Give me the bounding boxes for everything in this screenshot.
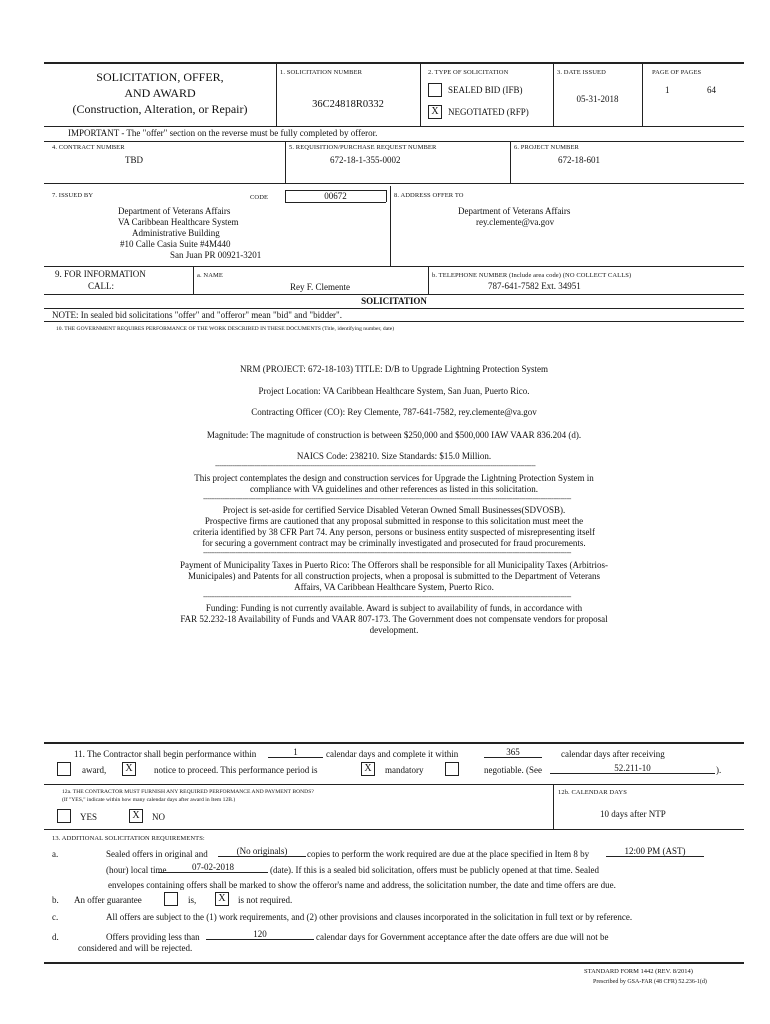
important-note: IMPORTANT - The "offer" section on the reverse must be fully completed by offeror.	[68, 128, 378, 138]
address-offer-email[interactable]: rey.clemente@va.gov	[476, 217, 555, 227]
address-offer-label: 8. ADDRESS OFFER TO	[394, 192, 464, 199]
taxes-line1: Payment of Municipality Taxes in Puerto Rico: The Offerors shall be responsible for all Municipality Taxes (Arbitrios-	[180, 560, 608, 570]
negotiable-label: negotiable. (See	[484, 765, 542, 775]
contract-number[interactable]: TBD	[125, 155, 143, 165]
due-time[interactable]: 12:00 PM (AST)	[606, 846, 704, 857]
project-number-label: 6. PROJECT NUMBER	[514, 144, 579, 151]
bonds-yes-label: YES	[80, 812, 98, 822]
date-issued[interactable]: 05-31-2018	[576, 94, 619, 104]
guarantee-not-checkbox[interactable]: X	[215, 892, 229, 906]
mandatory-checkbox[interactable]: X	[361, 762, 375, 776]
bonds-no-checkbox[interactable]: X	[129, 809, 143, 823]
page-of-pages-label: PAGE OF PAGES	[652, 69, 702, 76]
item-d-text3: considered and will be rejected.	[78, 943, 193, 953]
bonds-no-label: NO	[152, 812, 165, 822]
solicitation-heading: SOLICITATION	[361, 296, 427, 306]
form-title-line3: (Construction, Alteration, or Repair)	[72, 102, 248, 116]
issuer-line1: Department of Veterans Affairs	[118, 206, 231, 216]
solicitation-number[interactable]: 36C24818R0332	[312, 99, 384, 110]
item-a-text1: Sealed offers in original and	[106, 849, 208, 859]
project-title: NRM (PROJECT: 672-18-103) TITLE: D/B to Upgrade Lightning Protection System	[239, 364, 549, 374]
naics-code: NAICS Code: 238210. Size Standards: $15.0 Million.	[296, 451, 492, 461]
award-checkbox[interactable]	[57, 762, 71, 776]
item-d-letter: d.	[52, 932, 59, 942]
notice-to-proceed-text: notice to proceed. This performance period is	[154, 765, 318, 775]
item-b-text1: An offer guarantee	[74, 895, 142, 905]
item-a-letter: a.	[52, 849, 59, 859]
additional-requirements-label: 13. ADDITIONAL SOLICITATION REQUIREMENTS:	[52, 835, 205, 842]
separator: --------------------------------------------------------------------------------------------------------------------------------------------------------------------------	[203, 494, 571, 503]
funding-line1: Funding: Funding is not currently available. Award is subject to availability of funds, in accordance with	[205, 603, 583, 613]
issuer-code[interactable]: 00672	[324, 191, 347, 201]
item-d-text2: calendar days for Government acceptance after the date offers are due will not be	[316, 932, 609, 942]
project-location: Project Location: VA Caribbean Healthcare System, San Juan, Puerto Rico.	[258, 386, 530, 396]
sealed-bid-label: SEALED BID (IFB)	[448, 85, 523, 95]
performance-start-text: 11. The Contractor shall begin performance within	[74, 749, 257, 759]
address-offer-line1: Department of Veterans Affairs	[458, 206, 571, 216]
solicitation-type-label: 2. TYPE OF SOLICITATION	[428, 69, 509, 76]
separator: --------------------------------------------------------------------------------------------------------------------------------------------------------------------------	[203, 548, 571, 557]
item-c-letter: c.	[52, 912, 59, 922]
requisition-number-label: 5. REQUISITION/PURCHASE REQUEST NUMBER	[289, 144, 437, 151]
total-pages: 64	[707, 85, 716, 95]
acceptance-days[interactable]: 120	[206, 929, 314, 940]
bonds-label: 12a. THE CONTRACTOR MUST FURNISH ANY REQUIRED PERFORMANCE AND PAYMENT BONDS?	[62, 789, 314, 795]
item-b-letter: b.	[52, 895, 59, 905]
scope-line2: compliance with VA guidelines and other references as listed in this solicitation.	[249, 484, 539, 494]
requisition-number[interactable]: 672-18-1-355-0002	[330, 155, 401, 165]
issuer-line2: VA Caribbean Healthcare System	[118, 217, 239, 227]
item-b-is: is,	[188, 895, 197, 905]
form-title-line1: SOLICITATION, OFFER,	[96, 70, 224, 84]
notice-to-proceed-checkbox[interactable]: X	[122, 762, 136, 776]
mandatory-label: mandatory	[385, 765, 424, 775]
clause-reference[interactable]: 52.211-10	[550, 763, 715, 774]
contact-name-label: a. NAME	[197, 272, 223, 279]
item-c-text: All offers are subject to the (1) work requirements, and (2) other provisions and clauses incorporated in the solicitation in full text or by reference.	[106, 912, 633, 922]
start-days[interactable]: 1	[268, 747, 323, 758]
due-date[interactable]: 07-02-2018	[158, 862, 268, 873]
complete-within-text: calendar days and complete it within	[326, 749, 459, 759]
item-a-text4: (date). If this is a sealed bid solicitation, offers must be publicly opened at that time. Sealed	[270, 865, 599, 875]
item-d-text1: Offers providing less than	[106, 932, 200, 942]
separator: --------------------------------------------------------------------------------------------------------------------------------------------------------------------------	[203, 592, 571, 601]
set-aside-line4: for securing a government contract may be criminally investigated and prosecuted for fraud procurements.	[202, 538, 586, 548]
item-a-text2: copies to perform the work required are due at the place specified in Item 8 by	[307, 849, 590, 859]
code-label: CODE	[250, 194, 269, 201]
item-a-text5: envelopes containing offers shall be marked to show the offeror's name and address, the solicitation number, the date and time offers are due.	[108, 880, 616, 890]
bonds-yes-checkbox[interactable]	[57, 809, 71, 823]
set-aside-line3: criteria identified by 38 CFR Part 74. Any person, persons or business entity suspected of misrepresenting itself	[193, 527, 595, 537]
taxes-line3: Affairs, VA Caribbean Healthcare System, Puerto Rico.	[294, 582, 494, 592]
negotiable-checkbox[interactable]	[445, 762, 459, 776]
negotiated-checkbox[interactable]: X	[428, 105, 442, 119]
complete-days[interactable]: 365	[484, 747, 542, 758]
item-a-text3: (hour) local time	[106, 865, 167, 875]
funding-line2: FAR 52.232-18 Availability of Funds and VAAR 807-173. The Government does not compensate vendors for proposal	[180, 614, 608, 624]
set-aside-line1: Project is set-aside for certified Service Disabled Veteran Owned Small Businesses(SDVOSB).	[222, 505, 566, 515]
taxes-line2: Municipales) and Patents for all construction projects, when a proposal is submitted to the Department of Veterans	[188, 571, 600, 581]
item-b-text2: is not required.	[238, 895, 293, 905]
funding-line3: development.	[369, 625, 419, 635]
set-aside-line2: Prospective firms are cautioned that any proposal submitted in response to this solicitation must meet the	[204, 516, 584, 526]
magnitude: Magnitude: The magnitude of construction is between $250,000 and $500,000 IAW VAAR 836.204 (d).	[206, 430, 582, 440]
clause-close: ).	[716, 765, 722, 775]
contracting-officer: Contracting Officer (CO): Rey Clemente, 787-641-7582, rey.clemente@va.gov	[251, 407, 537, 417]
issuer-line3: Administrative Building	[132, 228, 220, 238]
after-receiving-text: calendar days after receiving	[561, 749, 665, 759]
telephone-label: b. TELEPHONE NUMBER (Include area code) (NO COLLECT CALLS)	[432, 272, 632, 279]
solicitation-number-label: 1. SOLICITATION NUMBER	[280, 69, 363, 76]
award-label: award,	[82, 765, 107, 775]
bonds-sublabel: (If "YES," indicate within how many calendar days after award in Item 12B.)	[62, 797, 236, 803]
info-call-label-1: 9. FOR INFORMATION	[55, 269, 146, 279]
sealed-bid-checkbox[interactable]	[428, 83, 442, 97]
form-title-line2: AND AWARD	[124, 86, 196, 100]
guarantee-is-checkbox[interactable]	[164, 892, 178, 906]
issuer-line5: San Juan PR 00921-3201	[170, 250, 262, 260]
form-number: STANDARD FORM 1442 (REV. 8/2014)	[584, 968, 693, 975]
sealed-bid-note: NOTE: In sealed bid solicitations "offer" and "offeror" mean "bid" and "bidder".	[52, 310, 342, 320]
issued-by-label: 7. ISSUED BY	[52, 192, 94, 199]
issuer-line4: #10 Calle Casia Suite #4M440	[120, 239, 231, 249]
calendar-days-label: 12b. CALENDAR DAYS	[558, 789, 627, 796]
prescribed-by: Prescribed by GSA-FAR (48 CFR) 52.236-1(d)	[593, 979, 707, 985]
project-number[interactable]: 672-18-601	[558, 155, 600, 165]
contract-number-label: 4. CONTRACT NUMBER	[52, 144, 125, 151]
original-copies[interactable]: (No originals)	[218, 846, 306, 857]
negotiated-label: NEGOTIATED (RFP)	[448, 107, 529, 117]
page-number: 1	[665, 85, 670, 95]
date-issued-label: 3. DATE ISSUED	[557, 69, 606, 76]
calendar-days-value[interactable]: 10 days after NTP	[600, 809, 666, 819]
scope-line1: This project contemplates the design and construction services for Upgrade the Lightning Protection System in	[194, 473, 594, 483]
separator: ----------------------------------------------------------------------------------------------------------------------------------------------------	[215, 461, 536, 470]
contact-name: Rey F. Clemente	[290, 282, 351, 292]
info-call-label-2: CALL:	[88, 281, 114, 291]
work-description-label: 10. THE GOVERNMENT REQUIRES PERFORMANCE OF THE WORK DESCRIBED IN THESE DOCUMENTS (Title, identifying number, date)	[56, 326, 395, 332]
telephone-number[interactable]: 787-641-7582 Ext. 34951	[488, 281, 581, 291]
